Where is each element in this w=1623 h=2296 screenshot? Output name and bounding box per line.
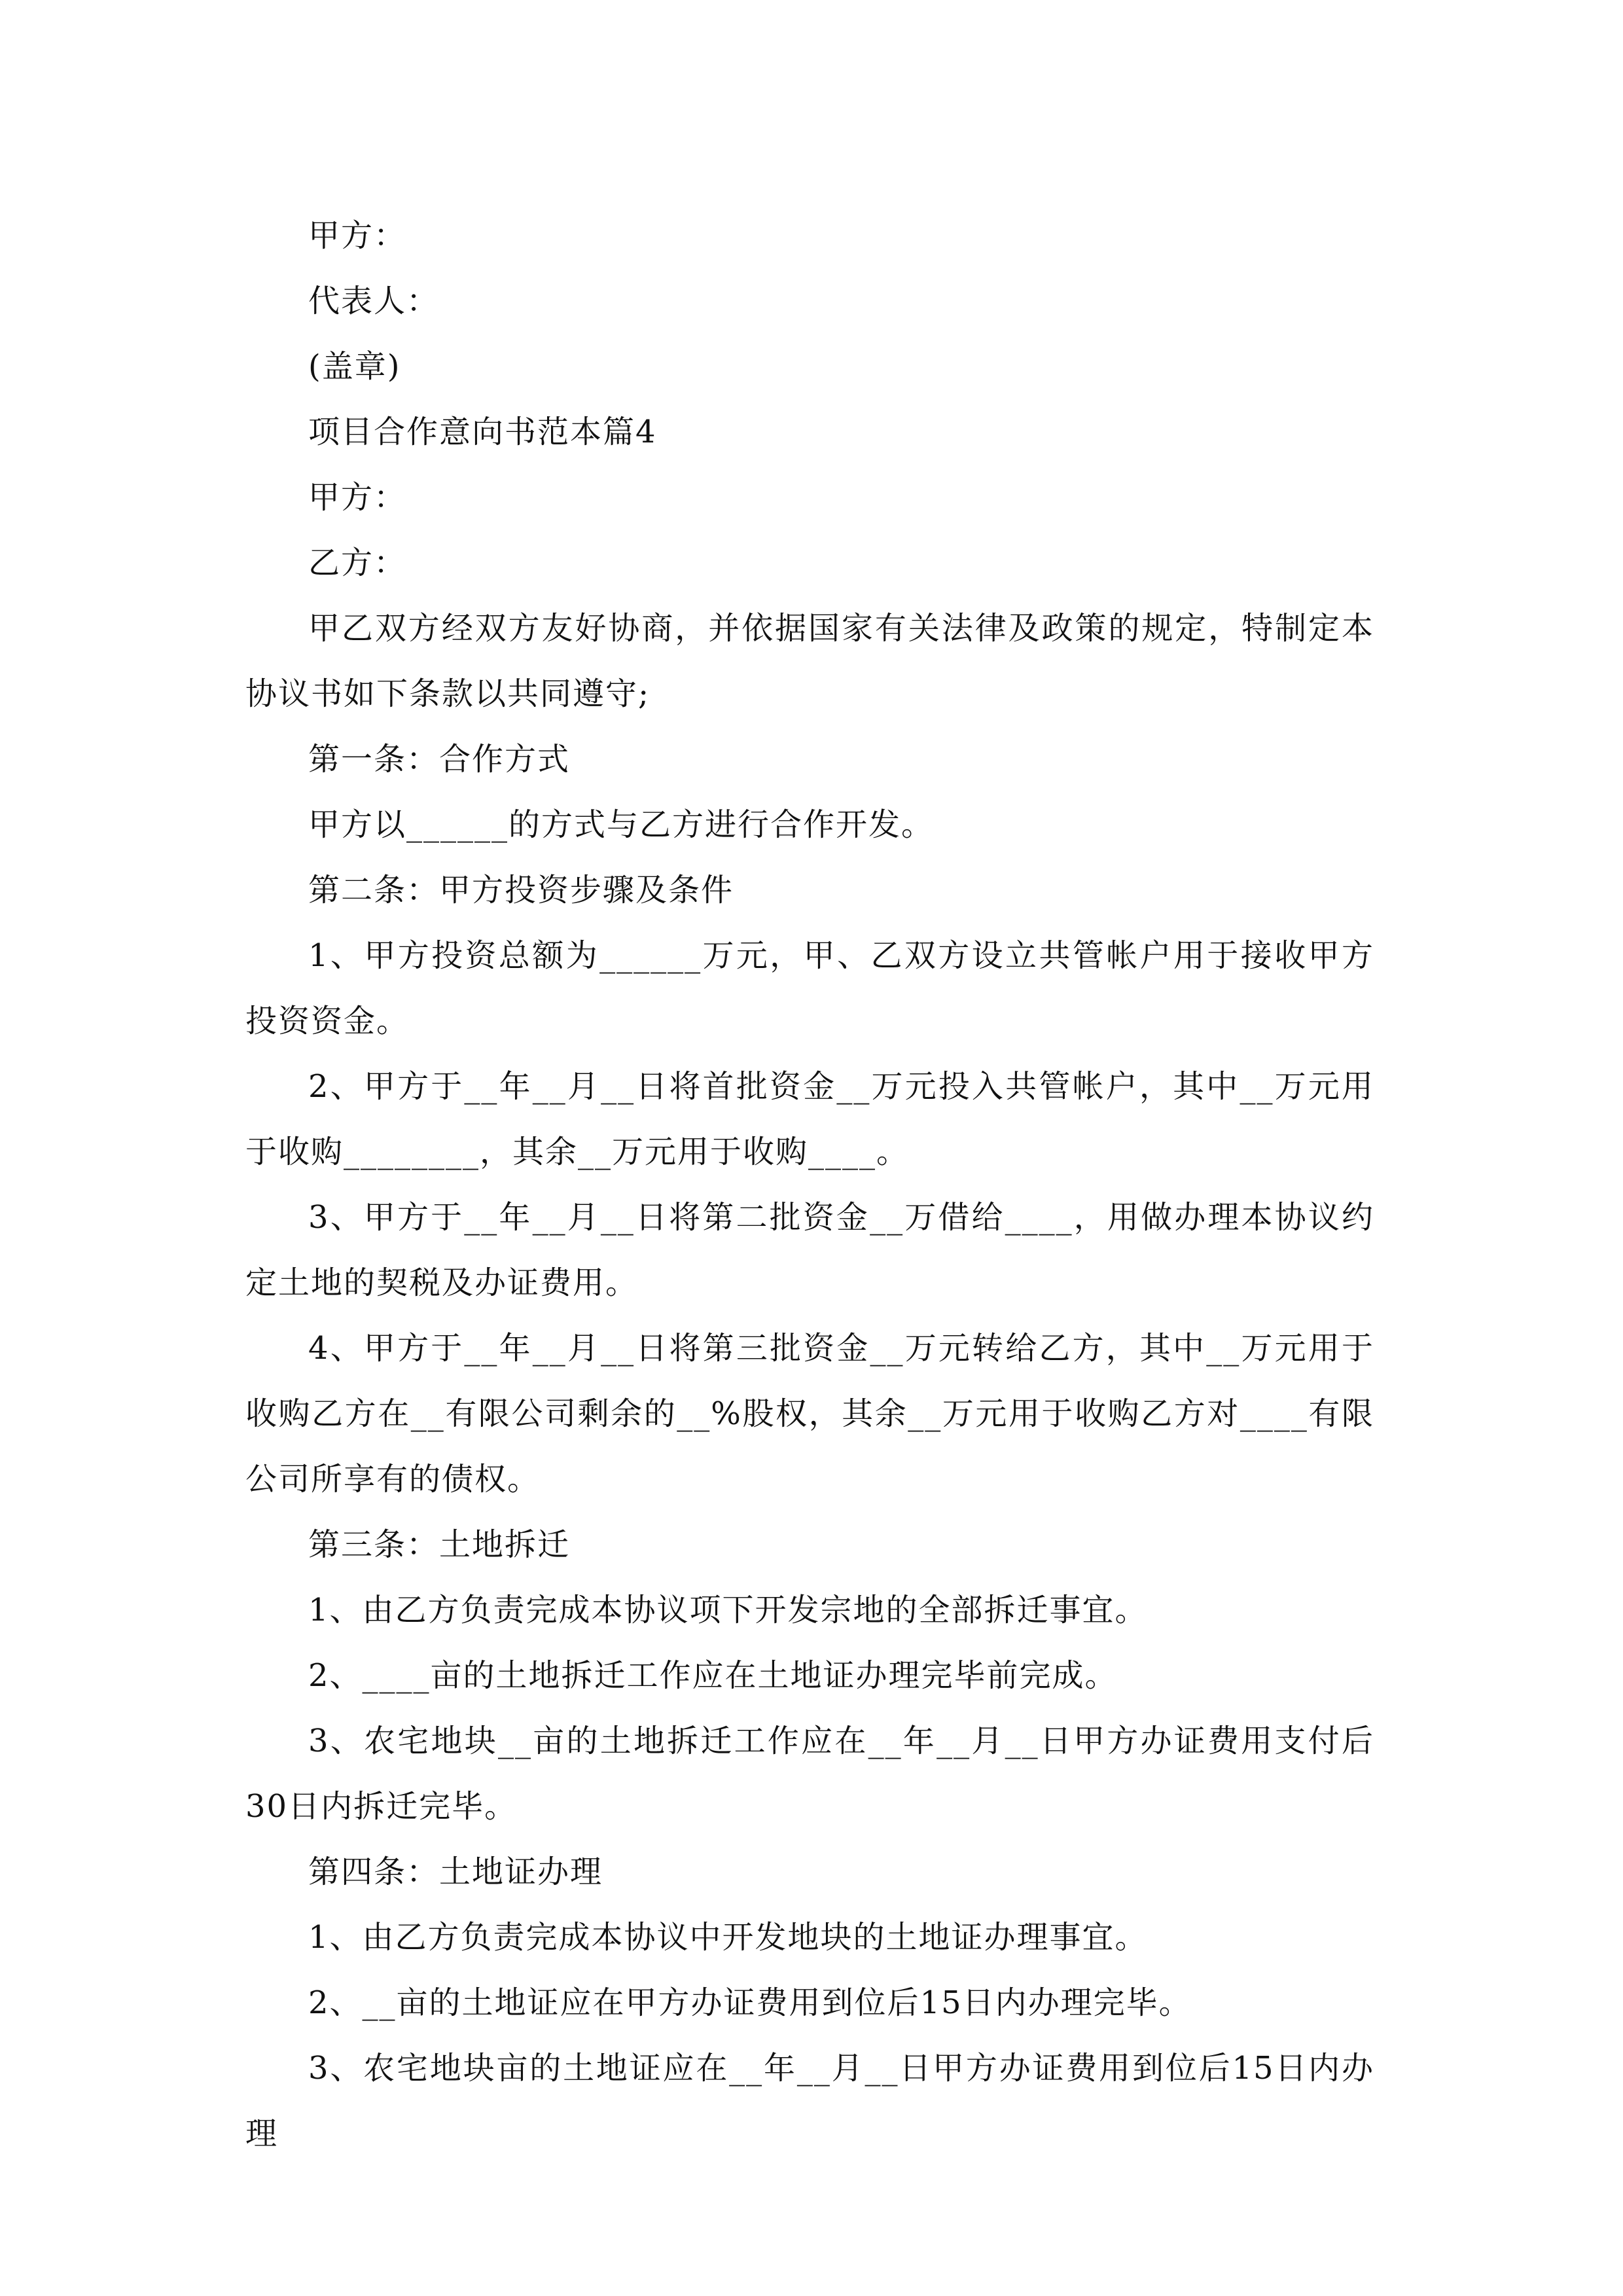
- article-1-text: 甲方以______的方式与乙方进行合作开发。: [308, 806, 935, 843]
- preamble-paragraph: 甲乙双方经双方友好协商，并依据国家有关法律及政策的规定，特制定本协议书如下条款以共同遵守;: [245, 610, 1374, 712]
- article-2-heading: 第二条：甲方投资步骤及条件: [308, 872, 734, 908]
- seal-label: (盖章): [308, 348, 401, 385]
- article-1-heading: 第一条：合作方式: [308, 741, 571, 778]
- article-4-clause-2: 2、__亩的土地证应在甲方办证费用到位后15日内办理完毕。: [308, 1984, 1192, 2021]
- article-2-clause-4: 4、甲方于__年__月__日将第三批资金__万元转给乙方，其中__万元用于收购乙方在__有限公司剩余的__%股权，其余__万元用于收购乙方对____有限公司所享有的债权。: [245, 1330, 1374, 1498]
- party-a-label: 甲方：: [308, 479, 407, 516]
- article-2-clause-1: 1、甲方投资总额为______万元，甲、乙双方设立共管帐户用于接收甲方投资资金。: [245, 937, 1374, 1039]
- article-4-heading: 第四条：土地证办理: [308, 1854, 603, 1890]
- article-4-clause-1: 1、由乙方负责完成本协议中开发地块的土地证办理事宜。: [308, 1919, 1148, 1956]
- article-4-clause-3: 3、农宅地块亩的土地证应在__年__月__日甲方办证费用到位后15日内办理: [245, 2050, 1374, 2152]
- article-2-clause-3: 3、甲方于__年__月__日将第二批资金__万借给____，用做办理本协议约定土地的契税及办证费用。: [245, 1199, 1374, 1301]
- party-b-label: 乙方：: [308, 545, 407, 581]
- document-body: [245, 203, 1374, 2166]
- article-3-heading: 第三条：土地拆迁: [308, 1526, 571, 1563]
- section-title: 项目合作意向书范本篇4: [308, 414, 657, 450]
- article-3-clause-3: 3、农宅地块__亩的土地拆迁工作应在__年__月__日甲方办证费用支付后30日内拆迁完毕。: [245, 1723, 1374, 1825]
- article-2-clause-2: 2、甲方于__年__月__日将首批资金__万元投入共管帐户，其中__万元用于收购________，其余__万元用于收购____。: [245, 1068, 1374, 1170]
- representative-label: 代表人：: [308, 283, 440, 319]
- party-a-signature-label: 甲方：: [308, 217, 407, 254]
- article-3-clause-1: 1、由乙方负责完成本协议项下开发宗地的全部拆迁事宜。: [308, 1592, 1148, 1628]
- article-3-clause-2: 2、____亩的土地拆迁工作应在土地证办理完毕前完成。: [308, 1657, 1118, 1694]
